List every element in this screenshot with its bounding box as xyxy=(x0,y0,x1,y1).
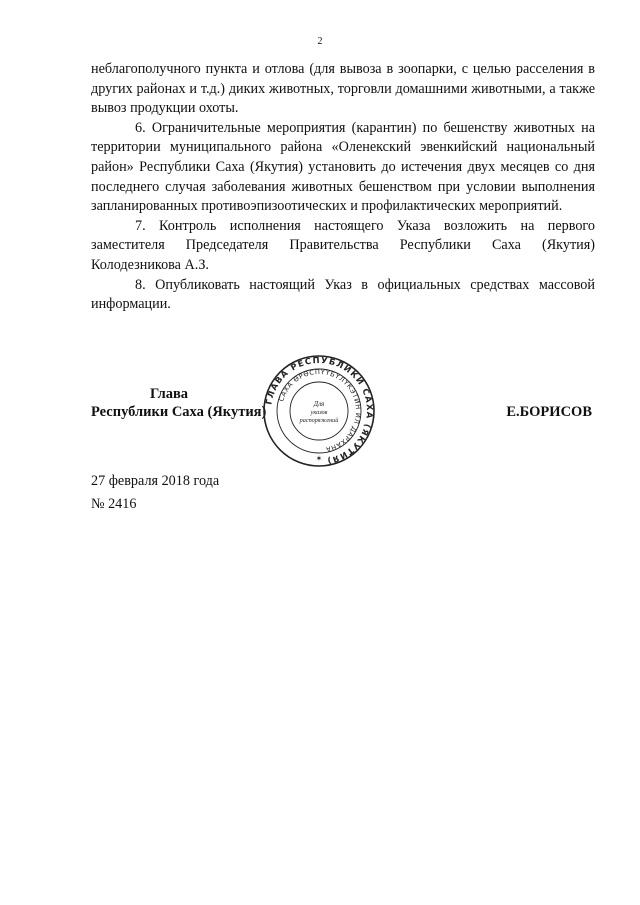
seal-inner-text: САХА ӨРӨСПҮҮБҮЛҮКЭТИН ИЛ ДАРХАНА xyxy=(277,367,363,454)
signature-organization: Республики Саха (Якутия) xyxy=(91,404,267,420)
paragraph-item-6: 6. Ограничительные мероприятия (карантин) по бешенству животных на территории муниципального района «Оленекский эвенкийский национальный район» Республики Саха (Якутия) установить до истечения двух месяцев со дня последнего случая заболевания животных бешенством при условии выполнения запланированных противоэпизоотических и профилактических мероприятий. xyxy=(91,119,595,215)
paragraph-item-7: 7. Контроль исполнения настоящего Указа возложить на первого заместителя Председателя Правительства Республики Саха (Якутия) Колодезникова А.З. xyxy=(91,217,595,273)
seal-center-line-1: Для xyxy=(313,401,325,408)
document-body xyxy=(91,60,595,315)
signatory-name: Е.БОРИСОВ xyxy=(506,404,592,420)
page-number: 2 xyxy=(317,36,323,47)
seal-outer-text: ГЛАВА РЕСПУБЛИКИ САХА (ЯКУТИЯ) xyxy=(263,354,376,467)
seal-center-line-3: распоряжений xyxy=(299,417,339,424)
document-date: 27 февраля 2018 года xyxy=(91,473,220,489)
document-number: № 2416 xyxy=(91,496,137,512)
paragraph-item-8: 8. Опубликовать настоящий Указ в официальных средствах массовой информации. xyxy=(91,276,595,313)
signature-title: Глава xyxy=(150,386,189,402)
seal-center-line-2: указов xyxy=(310,409,328,416)
seal-star-icon: ✶ xyxy=(315,454,323,463)
official-seal-stamp xyxy=(262,354,376,468)
paragraph-continuation: неблагополучного пункта и отлова (для вывоза в зоопарки, с целью расселения в других районах и т.д.) диких животных, торговли домашними животными, а также вывоз продукции охоты. xyxy=(91,61,595,117)
